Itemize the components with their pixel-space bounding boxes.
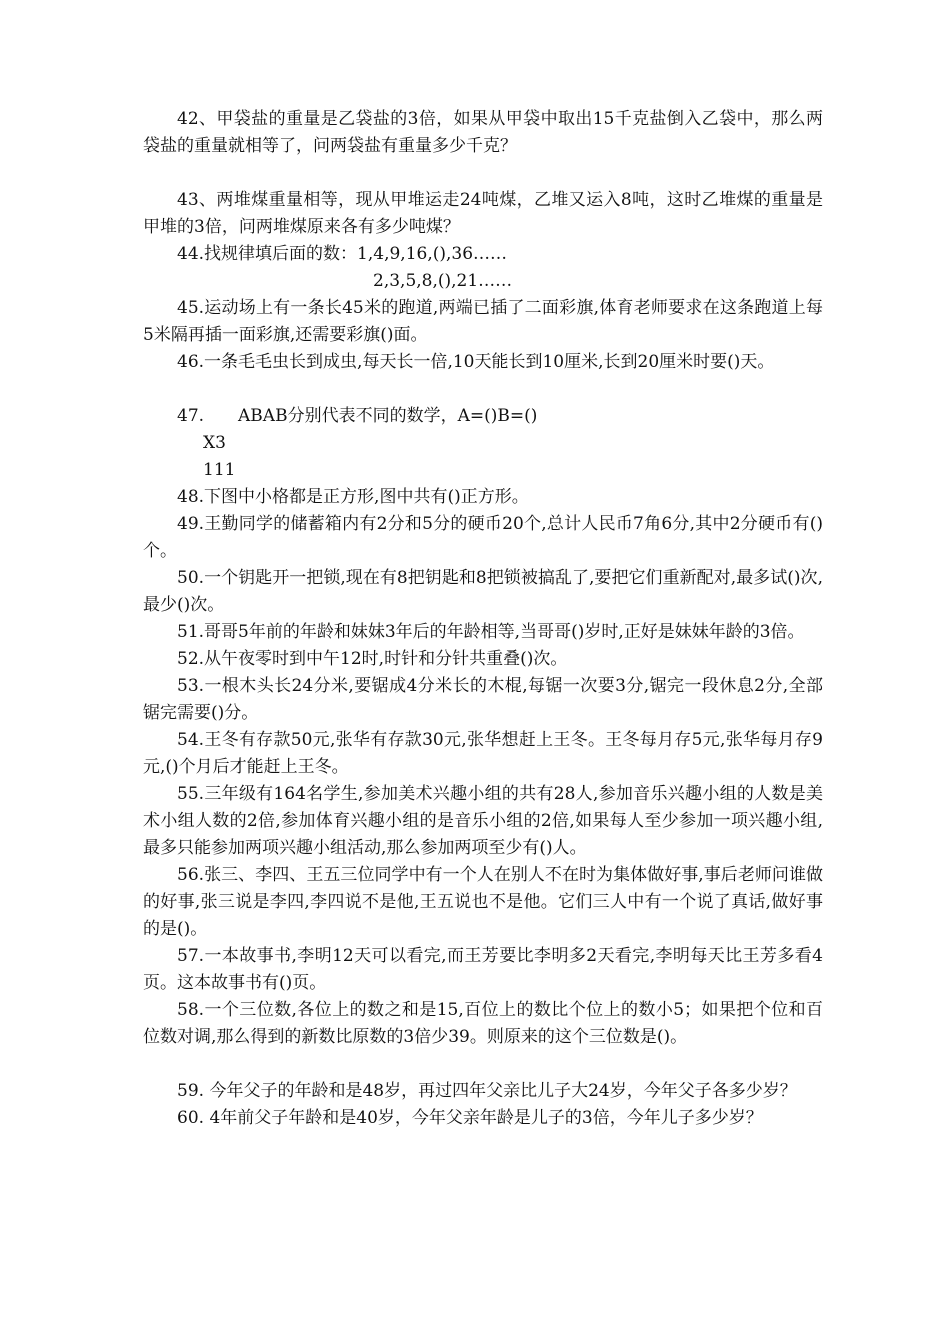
question-45: 45.运动场上有一条长45米的跑道,两端已插了二面彩旗,体育老师要求在这条跑道上每5米隔再插一面彩旗,还需要彩旗()面。 bbox=[143, 298, 823, 345]
question-47-result: 111 bbox=[203, 460, 236, 480]
question-43: 43、两堆煤重量相等，现从甲堆运走24吨煤，乙堆又运入8吨，这时乙堆煤的重量是甲堆的3倍，问两堆煤原来各有多少吨煤？ bbox=[143, 190, 823, 237]
question-49: 49.王勤同学的储蓄箱内有2分和5分的硬币20个,总计人民币7角6分,其中2分硬币有()个。 bbox=[143, 514, 823, 561]
question-46: 46.一条毛毛虫长到成虫,每天长一倍,10天能长到10厘米,长到20厘米时要()天。 bbox=[177, 352, 775, 372]
question-50: 50.一个钥匙开一把锁,现在有8把钥匙和8把锁被搞乱了,要把它们重新配对,最多试()次,最少()次。 bbox=[143, 568, 823, 615]
question-51: 51.哥哥5年前的年龄和妹妹3年后的年龄相等,当哥哥()岁时,正好是妹妹年龄的3倍。 bbox=[177, 622, 805, 642]
question-44: 44.找规律填后面的数：1,4,9,16,(),36…… bbox=[177, 244, 508, 264]
question-55: 55.三年级有164名学生,参加美术兴趣小组的共有28人,参加音乐兴趣小组的人数是美术小组人数的2倍,参加体育兴趣小组的是音乐小组的2倍,如果每人至少参加一项兴趣小组,最多只能参加两项兴趣小组活动,那么参加两项至少有()人。 bbox=[143, 784, 823, 858]
question-56: 56.张三、李四、王五三位同学中有一个人在别人不在时为集体做好事,事后老师问谁做的好事,张三说是李四,李四说不是他,王五说也不是他。它们三人中有一个说了真话,做好事的是()。 bbox=[143, 865, 823, 939]
question-42: 42、甲袋盐的重量是乙袋盐的3倍，如果从甲袋中取出15千克盐倒入乙袋中，那么两袋盐的重量就相等了，问两袋盐有重量多少千克？ bbox=[143, 109, 823, 156]
question-59: 59. 今年父子的年龄和是48岁，再过四年父亲比儿子大24岁，今年父子各多少岁？ bbox=[177, 1081, 797, 1101]
question-52: 52.从午夜零时到中午12时,时针和分针共重叠()次。 bbox=[177, 649, 568, 669]
question-list bbox=[143, 106, 823, 1132]
question-47-multiplier: X3 bbox=[203, 433, 226, 453]
question-44-sequence-2: 2,3,5,8,(),21…… bbox=[373, 271, 513, 291]
question-57: 57.一本故事书,李明12天可以看完,而王芳要比李明多2天看完,李明每天比王芳多看4页。这本故事书有()页。 bbox=[143, 946, 823, 993]
question-48: 48.下图中小格都是正方形,图中共有()正方形。 bbox=[177, 487, 529, 507]
question-58: 58.一个三位数,各位上的数之和是15,百位上的数比个位上的数小5；如果把个位和百位数对调,那么得到的新数比原数的3倍少39。则原来的这个三位数是()。 bbox=[143, 1000, 823, 1047]
question-47: 47. ABAB分别代表不同的数学，A=()B=() bbox=[177, 406, 538, 426]
question-53: 53.一根木头长24分米,要锯成4分米长的木棍,每锯一次要3分,锯完一段休息2分,全部锯完需要()分。 bbox=[143, 676, 823, 723]
question-54: 54.王冬有存款50元,张华有存款30元,张华想赶上王冬。王冬每月存5元,张华每月存9元,()个月后才能赶上王冬。 bbox=[143, 730, 823, 777]
question-60: 60. 4年前父子年龄和是40岁，今年父亲年龄是儿子的3倍，今年儿子多少岁？ bbox=[177, 1108, 763, 1128]
